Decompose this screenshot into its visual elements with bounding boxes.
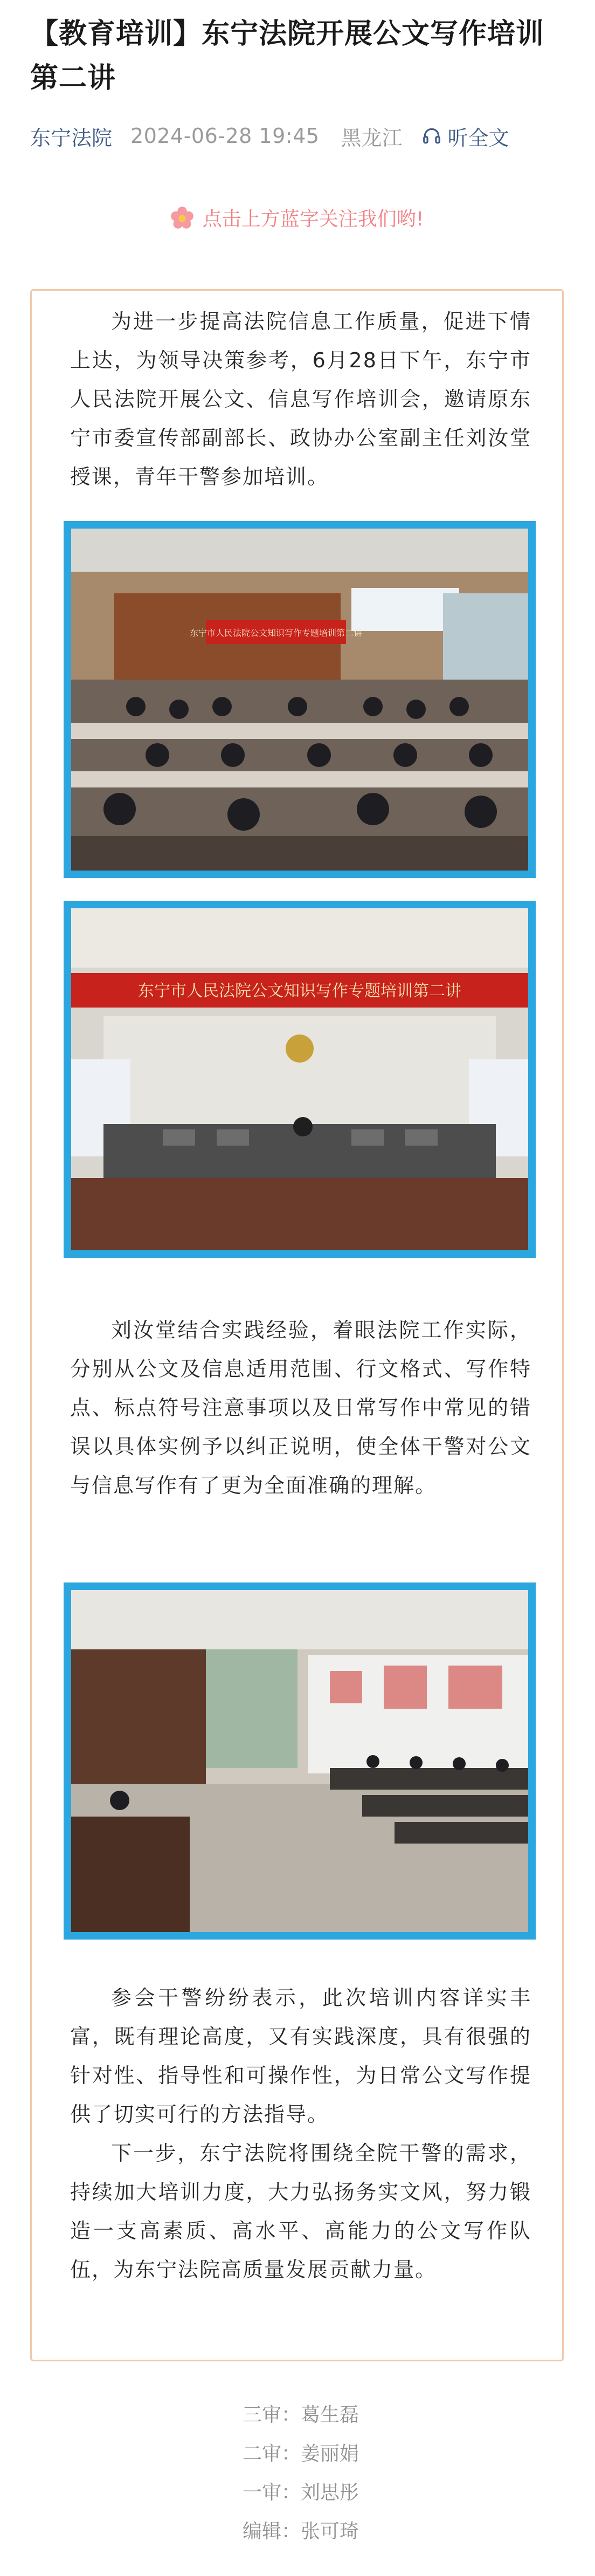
article-title: 【教育培训】东宁法院开展公文写作培训第二讲 <box>30 18 545 94</box>
headphones-icon <box>421 126 442 146</box>
paragraph-next-steps: 下一步，东宁法院将围绕全院干警的需求，持续加大培训力度，大力弘扬务实文风，努力锻造一支高素质、高水平、高能力的公文写作队伍，为东宁法院高质量发展贡献力量。 <box>70 2141 531 2282</box>
first-review-credit: 一审：刘思彤 <box>243 2482 359 2504</box>
publish-datetime: 2024-06-28 19:45 <box>130 124 320 148</box>
training-photo-stage[interactable] <box>64 901 536 1258</box>
paragraph-intro: 为进一步提高法院信息工作质量，促进下情上达，为领导决策参考，6月28日下午，东宁市人民法院开展公文、信息写作培训会，邀请原东宁市委宣传部副部长、政协办公室副主任刘汝堂授课，青年干警参加培训。 <box>70 310 531 489</box>
editor-credit: 编辑：张可琦 <box>243 2520 359 2543</box>
photo2-banner-text: 东宁市人民法院公文知识写作专题培训第二讲 <box>138 982 461 1001</box>
listen-label: 听全文 <box>447 126 509 150</box>
paragraph-lecture: 刘汝堂结合实践经验，着眼法院工作实际，分别从公文及信息适用范围、行文格式、写作特点、标点符号注意事项以及日常写作中常见的错误以具体实例予以纠正说明，使全体干警对公文与信息写作有了更为全面准确的理解。 <box>70 1318 531 1497</box>
training-photo-classroom[interactable] <box>64 521 536 878</box>
account-name-link[interactable]: 东宁法院 <box>30 126 113 150</box>
photo1-banner-text: 东宁市人民法院公文知识写作专题培训第二讲 <box>189 628 363 638</box>
training-photo-side-view[interactable] <box>64 1582 536 1940</box>
flower-icon <box>170 206 194 230</box>
follow-text: 点击上方蓝字关注我们哟! <box>202 208 424 230</box>
paragraph-feedback: 参会干警纷纷表示，此次培训内容详实丰富，既有理论高度，又有实践深度，具有很强的针对性、指导性和可操作性，为日常公文写作提供了切实可行的方法指导。 <box>70 1986 531 2126</box>
second-review-credit: 二审：姜丽娟 <box>243 2443 359 2465</box>
publish-region: 黑龙江 <box>341 126 403 150</box>
article-meta <box>30 121 569 151</box>
third-review-credit: 三审：葛生磊 <box>243 2404 359 2426</box>
follow-prompt <box>30 204 564 231</box>
credits <box>243 2396 458 2551</box>
listen-full-text-button[interactable] <box>421 121 509 151</box>
